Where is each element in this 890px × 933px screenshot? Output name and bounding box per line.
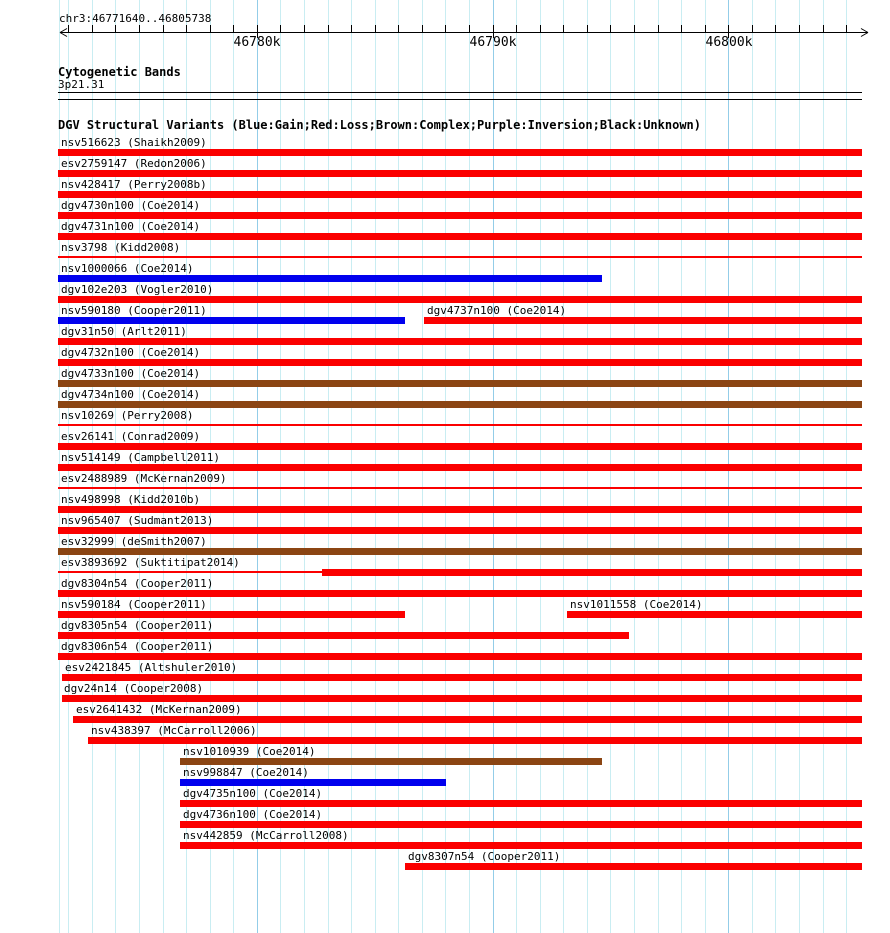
variant-label: nsv3798 (Kidd2008): [61, 241, 181, 254]
variant-bar[interactable]: [88, 737, 862, 744]
variant-label: dgv4734n100 (Coe2014): [61, 388, 201, 401]
cytoband-label: 3p21.31: [58, 78, 105, 91]
variant-label: nsv1011558 (Coe2014): [570, 598, 703, 611]
variant-bar[interactable]: [58, 632, 629, 639]
variant-bar[interactable]: [58, 256, 862, 258]
dgv-track-title: DGV Structural Variants (Blue:Gain;Red:Loss;Brown:Complex;Purple:Inversion;Black:Unknown): [58, 118, 701, 132]
variant-bar[interactable]: [58, 212, 862, 219]
variant-bar[interactable]: [424, 317, 862, 324]
variant-label: dgv24n14 (Cooper2008): [64, 682, 204, 695]
variant-label: dgv4735n100 (Coe2014): [183, 787, 323, 800]
ruler-tick-label: 46780k: [233, 35, 281, 50]
variant-bar[interactable]: [58, 548, 862, 555]
variant-bar[interactable]: [58, 191, 862, 198]
variant-bar[interactable]: [58, 401, 862, 408]
variant-bar[interactable]: [58, 487, 862, 489]
variant-bar[interactable]: [58, 464, 862, 471]
variant-label: nsv516623 (Shaikh2009): [61, 136, 207, 149]
variant-bar[interactable]: [58, 380, 862, 387]
variant-bar[interactable]: [58, 149, 862, 156]
variant-bar[interactable]: [58, 338, 862, 345]
variant-bar[interactable]: [180, 800, 862, 807]
variant-bar[interactable]: [58, 527, 862, 534]
variant-label: dgv4736n100 (Coe2014): [183, 808, 323, 821]
variant-bar[interactable]: [322, 569, 862, 576]
variant-bar[interactable]: [58, 359, 862, 366]
variant-label: nsv498998 (Kidd2010b): [61, 493, 201, 506]
variant-label: nsv965407 (Sudmant2013): [61, 514, 214, 527]
variant-bar[interactable]: [58, 653, 862, 660]
variant-label: nsv1010939 (Coe2014): [183, 745, 316, 758]
variant-bar[interactable]: [58, 571, 322, 573]
variant-bar[interactable]: [58, 590, 862, 597]
variant-label: dgv8307n54 (Cooper2011): [408, 850, 561, 863]
region-label: chr3:46771640..46805738: [59, 12, 212, 25]
variant-label: dgv31n50 (Arlt2011): [61, 325, 187, 338]
variant-label: nsv590180 (Cooper2011): [61, 304, 207, 317]
variant-bar[interactable]: [180, 779, 446, 786]
variant-label: esv2641432 (McKernan2009): [76, 703, 242, 716]
variant-bar[interactable]: [58, 443, 862, 450]
variant-label: esv2488989 (McKernan2009): [61, 472, 227, 485]
variant-bar[interactable]: [62, 695, 862, 702]
cytogenetic-track-title: Cytogenetic Bands: [58, 65, 181, 79]
variant-bar[interactable]: [567, 611, 862, 618]
variant-label: dgv4732n100 (Coe2014): [61, 346, 201, 359]
ruler-tick-label: 46790k: [469, 35, 517, 50]
variant-label: dgv4730n100 (Coe2014): [61, 199, 201, 212]
variant-label: esv2759147 (Redon2006): [61, 157, 207, 170]
variant-bar[interactable]: [180, 758, 602, 765]
variant-bar[interactable]: [62, 674, 862, 681]
variant-label: esv3893692 (Suktitipat2014): [61, 556, 240, 569]
variant-label: nsv514149 (Campbell2011): [61, 451, 220, 464]
variant-label: nsv998847 (Coe2014): [183, 766, 309, 779]
variant-label: dgv4737n100 (Coe2014): [427, 304, 567, 317]
variant-label: nsv590184 (Cooper2011): [61, 598, 207, 611]
variant-label: dgv8306n54 (Cooper2011): [61, 640, 214, 653]
variant-bar[interactable]: [180, 821, 862, 828]
variant-bar[interactable]: [58, 170, 862, 177]
variant-bar[interactable]: [58, 275, 602, 282]
variant-label: dgv8304n54 (Cooper2011): [61, 577, 214, 590]
variant-label: nsv10269 (Perry2008): [61, 409, 194, 422]
variant-label: esv32999 (deSmith2007): [61, 535, 207, 548]
variant-label: nsv1000066 (Coe2014): [61, 262, 194, 275]
variant-bar[interactable]: [180, 842, 862, 849]
variant-label: dgv4731n100 (Coe2014): [61, 220, 201, 233]
variant-bar[interactable]: [58, 424, 862, 426]
variant-label: dgv4733n100 (Coe2014): [61, 367, 201, 380]
variant-bar[interactable]: [58, 233, 862, 240]
variant-label: esv26141 (Conrad2009): [61, 430, 201, 443]
cytoband-box[interactable]: [58, 92, 862, 100]
variant-bar[interactable]: [405, 863, 862, 870]
variant-label: dgv102e203 (Vogler2010): [61, 283, 214, 296]
variant-label: dgv8305n54 (Cooper2011): [61, 619, 214, 632]
variant-bar[interactable]: [58, 296, 862, 303]
variant-bar[interactable]: [58, 317, 405, 324]
variant-label: nsv428417 (Perry2008b): [61, 178, 207, 191]
variant-bar[interactable]: [73, 716, 862, 723]
variant-label: nsv442859 (McCarroll2008): [183, 829, 349, 842]
ruler-tick-label: 46800k: [705, 35, 753, 50]
variant-bar[interactable]: [58, 611, 405, 618]
variant-bar[interactable]: [58, 506, 862, 513]
variant-label: nsv438397 (McCarroll2006): [91, 724, 257, 737]
variant-label: esv2421845 (Altshuler2010): [65, 661, 238, 674]
